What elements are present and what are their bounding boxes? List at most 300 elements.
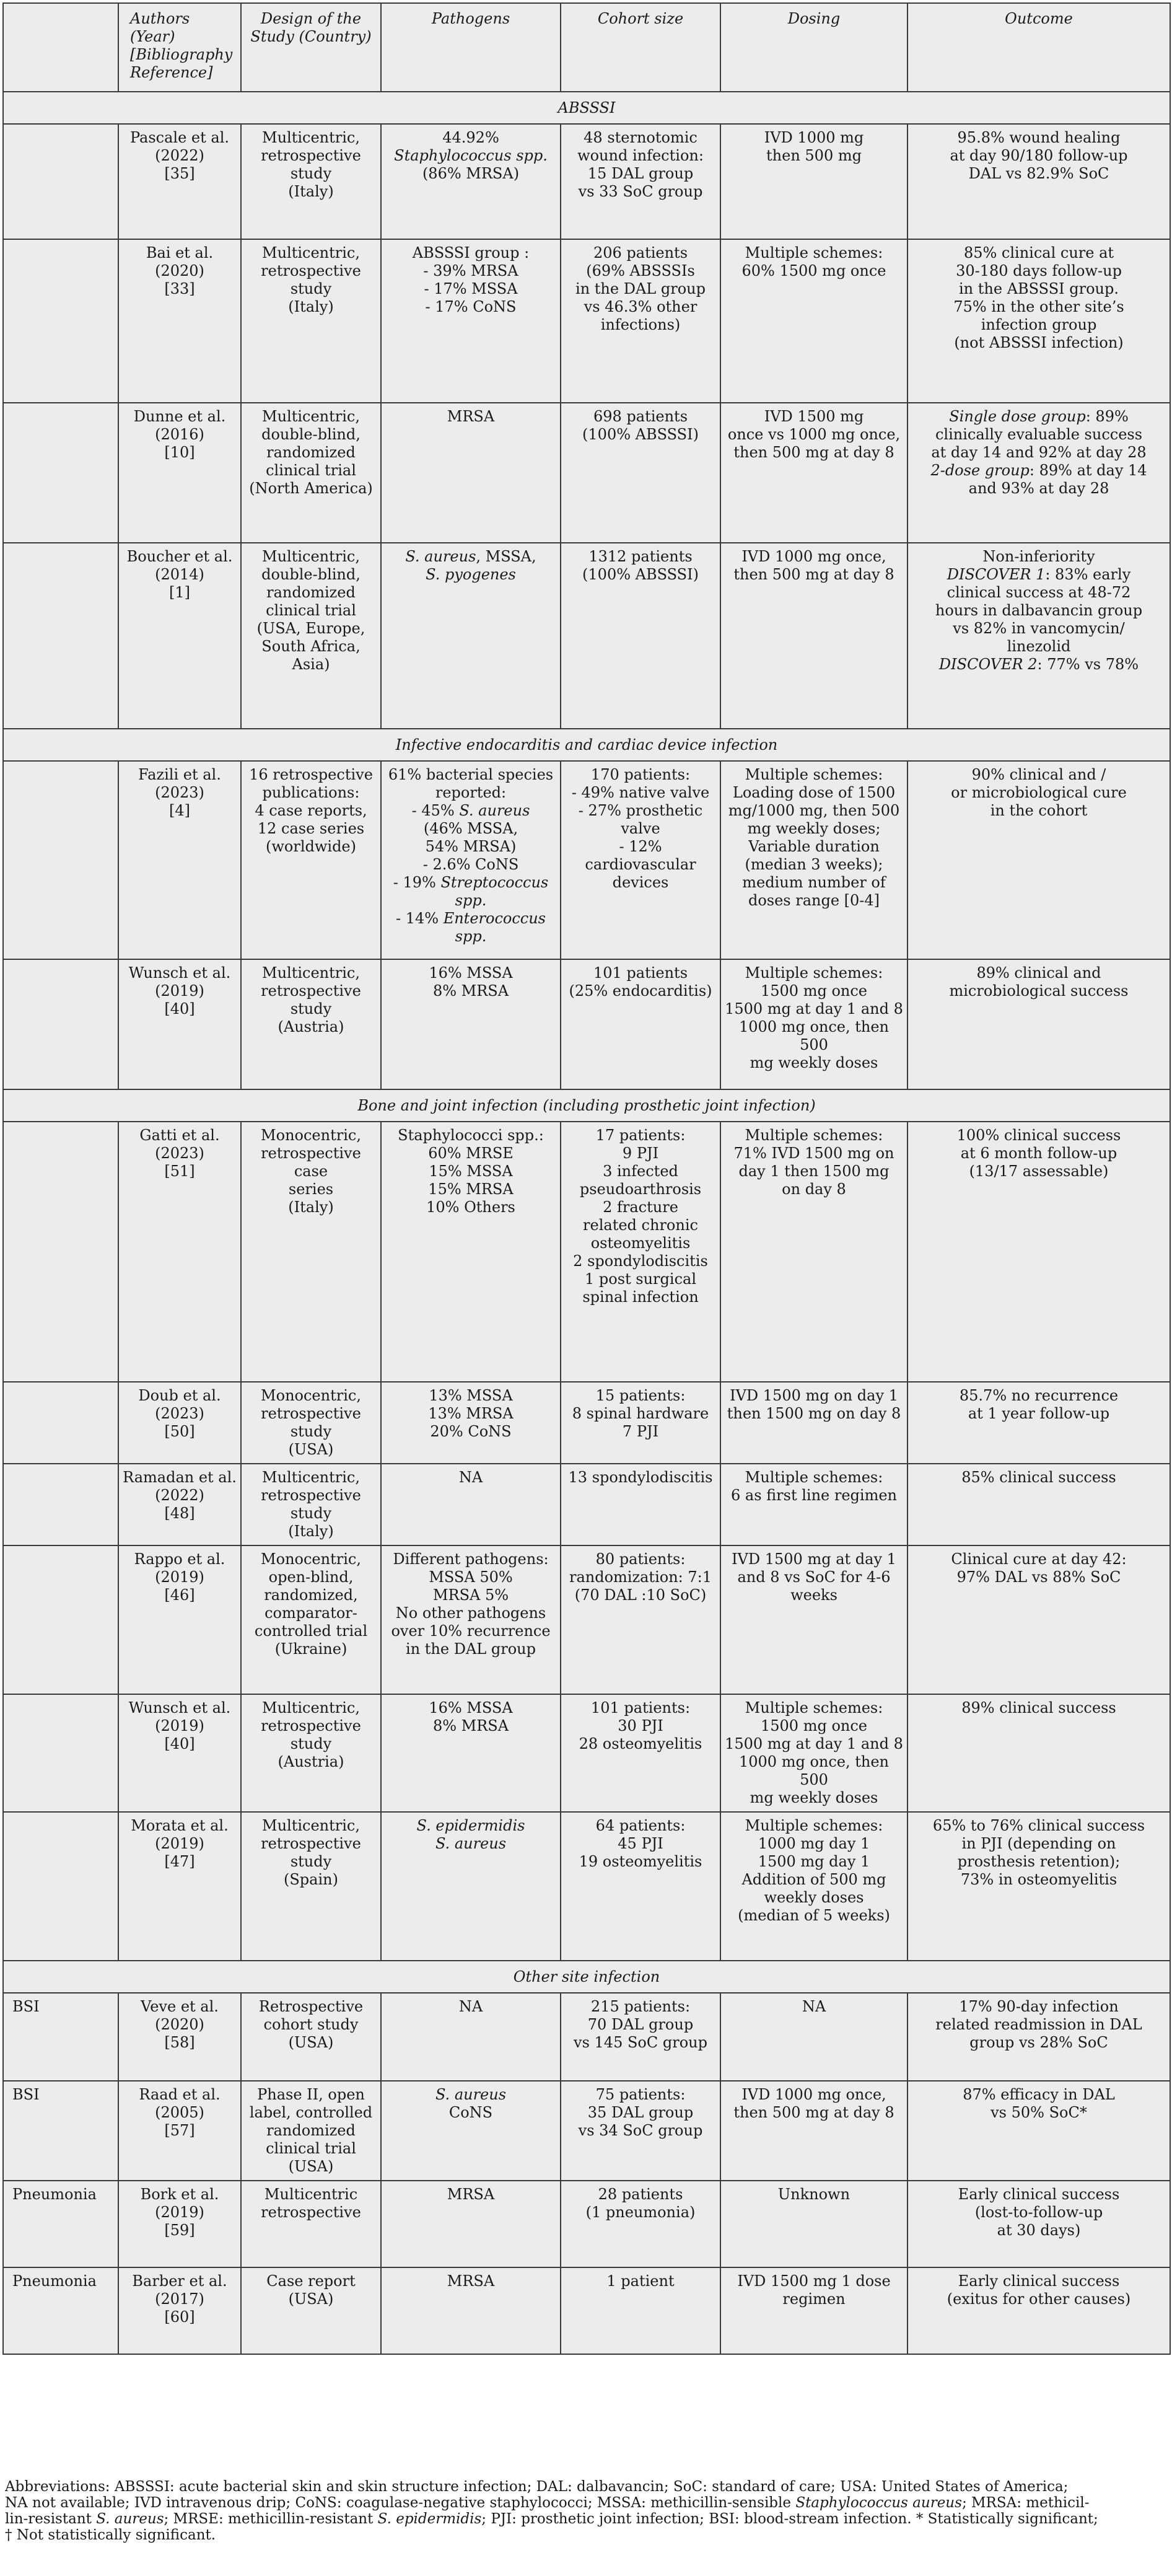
cell-pathogens — [381, 239, 561, 403]
cell-line: double-blind, — [261, 426, 361, 443]
cell-site — [3, 959, 118, 1089]
cell-text: Staphylococcus spp. — [394, 147, 548, 164]
cell-line: 7 PJI — [622, 1423, 659, 1440]
cell-line: [48] — [164, 1505, 195, 1522]
cell-line: MRSA — [447, 2186, 495, 2203]
cell-outcome — [907, 1694, 1170, 1812]
cell-line: (2014) — [155, 566, 204, 583]
cell-line: 1 patient — [606, 2272, 675, 2290]
cell-line: (2019) — [155, 1835, 204, 1852]
cell-line: retrospective — [261, 262, 361, 279]
cell-line: related readmission in DAL — [935, 2016, 1142, 2033]
cell-design — [241, 543, 381, 729]
cell-site: Pneumonia — [3, 2267, 118, 2354]
cell-line: [47] — [164, 1853, 195, 1870]
cell-line: clinical trial — [266, 462, 356, 479]
cell-line: wound infection: — [577, 147, 704, 164]
cell-line: doses range [0-4] — [748, 892, 880, 909]
cell-line: (USA, Europe, — [256, 620, 365, 637]
cell-line: hours in dalbavancin group — [935, 602, 1143, 619]
section-title: Infective endocarditis and cardiac device infection — [3, 729, 1170, 761]
cell-line: medium number of — [742, 874, 886, 891]
cell-site — [3, 1122, 118, 1382]
cell-line: study — [290, 280, 332, 297]
header-outcome: Outcome — [907, 3, 1170, 92]
cell-line: 89% clinical and — [976, 964, 1101, 982]
footnotes — [5, 2479, 1167, 2543]
studies-table — [2, 2, 1171, 2355]
cell-line: at 1 year follow-up — [968, 1405, 1110, 1422]
cell-line: 15 DAL group — [587, 165, 694, 182]
cell-line: (Austria) — [278, 1018, 344, 1035]
cell-dosing — [720, 2081, 907, 2181]
cell-line: 54% MRSA) — [425, 838, 517, 855]
table-row — [3, 761, 1170, 959]
cell-pathogens — [381, 2267, 561, 2354]
cell-design — [241, 239, 381, 403]
cell-line: Multiple schemes: — [745, 766, 883, 783]
cell-line: MRSA 5% — [432, 1586, 509, 1604]
cell-line: Single dose group: 89% — [949, 408, 1129, 425]
cell-line: regimen — [782, 2290, 846, 2308]
cell-outcome — [907, 2267, 1170, 2354]
cell-line: cohort study — [263, 2016, 359, 2033]
cell-line: controlled trial — [254, 1622, 368, 1640]
cell-line: Multiple schemes: — [745, 1817, 883, 1834]
cell-line: 8 spinal hardware — [572, 1405, 709, 1422]
cell-line: vs 145 SoC group — [574, 2034, 707, 2051]
cell-line: osteomyelitis — [590, 1234, 691, 1252]
cell-pathogens — [381, 1382, 561, 1464]
cell-line: randomized, — [264, 1586, 358, 1604]
cell-line: - 17% CoNS — [425, 298, 517, 315]
cell-line: (median of 5 weeks) — [738, 1907, 890, 1924]
cell-pathogens — [381, 2081, 561, 2181]
cell-line: [10] — [164, 444, 195, 461]
cell-line: 9 PJI — [622, 1145, 659, 1162]
cell-line: (exitus for other causes) — [947, 2290, 1131, 2308]
cell-line: Monocentric, — [261, 1127, 361, 1144]
cell-line: 89% clinical success — [961, 1699, 1116, 1717]
cell-line: 1500 mg at day 1 and 8 — [725, 1000, 903, 1018]
cell-line: 85% clinical success — [961, 1469, 1116, 1486]
cell-line: (Italy) — [288, 1198, 334, 1216]
cell-authors — [118, 1382, 241, 1464]
cell-line: (2019) — [155, 2204, 204, 2221]
cell-cohort — [561, 1694, 720, 1812]
cell-line: (Italy) — [288, 298, 334, 315]
cell-line: Variable duration — [748, 838, 880, 855]
cell-site — [3, 761, 118, 959]
cell-line: 64 patients: — [595, 1817, 686, 1834]
cell-line: Ramadan et al. — [123, 1469, 237, 1486]
cell-line: double-blind, — [261, 566, 361, 583]
cell-line: (North America) — [249, 480, 373, 497]
cell-outcome — [907, 1382, 1170, 1464]
cell-line: Doub et al. — [138, 1387, 221, 1404]
cell-line: DAL vs 82.9% SoC — [968, 165, 1109, 182]
cell-dosing — [720, 403, 907, 543]
cell-line: Multicentric, — [262, 1469, 360, 1486]
cell-line: on day 8 — [782, 1180, 846, 1198]
cell-line: retrospective — [261, 2204, 361, 2221]
cell-line: S. pyogenes — [426, 566, 516, 583]
cell-line: Veve et al. — [141, 1998, 219, 2015]
cell-line: 1000 mg day 1 — [758, 1835, 870, 1852]
cell-line: 60% 1500 mg once — [741, 262, 886, 279]
cell-design — [241, 1694, 381, 1812]
cell-line: (Ukraine) — [274, 1640, 348, 1658]
cell-cohort — [561, 543, 720, 729]
cell-dosing — [720, 543, 907, 729]
cell-line: once vs 1000 mg once, — [727, 426, 901, 443]
cell-line: pseudoarthrosis — [579, 1180, 702, 1198]
section-title: Other site infection — [3, 1961, 1170, 1993]
table-row — [3, 1122, 1170, 1382]
cell-line: Pascale et al. — [129, 129, 230, 146]
cell-line: Boucher et al. — [126, 548, 233, 565]
cell-line: (not ABSSSI infection) — [954, 334, 1124, 351]
cell-line: (100% ABSSSI) — [582, 426, 699, 443]
cell-line: (25% endocarditis) — [569, 982, 712, 1000]
cell-line: publications: — [262, 784, 360, 801]
cell-line: Raad et al. — [139, 2086, 221, 2103]
cell-line: open-blind, — [268, 1568, 354, 1586]
cell-line: Rappo et al. — [134, 1550, 225, 1568]
cell-pathogens — [381, 1812, 561, 1961]
cell-design — [241, 403, 381, 543]
cell-line: weeks — [790, 1586, 837, 1604]
cell-line: spinal infection — [582, 1288, 699, 1306]
cell-line: then 1500 mg on day 8 — [727, 1405, 901, 1422]
cell-dosing — [720, 1464, 907, 1545]
cell-line: Monocentric, — [261, 1387, 361, 1404]
footnote-line: lin-resistant S. aureus; MRSE: methicillin-resistant S. epidermidis; PJI: prosthetic joint infection; BSI: blood-stream infection. * Statistically significant; — [5, 2511, 1098, 2527]
cell-authors — [118, 1993, 241, 2081]
cell-design — [241, 1382, 381, 1464]
cell-line: [33] — [164, 280, 195, 297]
cell-line: [57] — [164, 2122, 195, 2139]
cell-design — [241, 124, 381, 239]
cell-line: Dunne et al. — [133, 408, 226, 425]
cell-line: 1500 mg once — [760, 1717, 867, 1734]
cell-line: MRSA — [447, 408, 495, 425]
cell-dosing — [720, 1694, 907, 1812]
cell-line: [4] — [169, 802, 190, 819]
cell-line: IVD 1000 mg once, — [741, 2086, 886, 2103]
cell-line: in the cohort — [990, 802, 1088, 819]
cell-outcome — [907, 1464, 1170, 1545]
cell-line: [51] — [164, 1163, 195, 1180]
cell-line: at 6 month follow-up — [960, 1145, 1117, 1162]
cell-pathogens — [381, 543, 561, 729]
cell-design — [241, 959, 381, 1089]
cell-line: 16 retrospective — [249, 766, 373, 783]
header-cohort: Cohort size — [561, 3, 720, 92]
cell-authors — [118, 1812, 241, 1961]
cell-line: 1 post surgical — [584, 1270, 696, 1288]
cell-site — [3, 1382, 118, 1464]
cell-line: 13% MRSA — [428, 1405, 514, 1422]
cell-authors — [118, 1464, 241, 1545]
cell-line: 10% Others — [426, 1198, 515, 1216]
cell-line: clinical trial — [266, 602, 356, 619]
cell-design — [241, 2081, 381, 2181]
cell-line: S. aureus — [435, 1835, 507, 1852]
header-dosing: Dosing — [720, 3, 907, 92]
cell-cohort — [561, 1812, 720, 1961]
cell-line: 60% MRSE — [428, 1145, 514, 1162]
cell-design — [241, 761, 381, 959]
cell-cohort — [561, 761, 720, 959]
cell-authors — [118, 403, 241, 543]
cell-line: (Italy) — [288, 183, 334, 200]
table-row — [3, 1464, 1170, 1545]
cell-outcome — [907, 403, 1170, 543]
cell-line: No other pathogens — [395, 1604, 546, 1622]
cell-line: 28 patients — [598, 2186, 683, 2203]
cell-dosing — [720, 2181, 907, 2267]
cell-line: (lost-to-follow-up — [974, 2204, 1103, 2221]
cell-line: 6 as first line regimen — [731, 1487, 897, 1504]
cell-line: IVD 1000 mg — [764, 129, 864, 146]
cell-line: 2-dose group: 89% at day 14 — [930, 462, 1147, 479]
cell-pathogens — [381, 1993, 561, 2081]
cell-design — [241, 1464, 381, 1545]
cell-line: IVD 1500 mg — [764, 408, 864, 425]
cell-line: South Africa, Asia) — [261, 638, 361, 673]
cell-line: 75% in the other site’s — [953, 298, 1124, 315]
cell-line: - 49% native valve — [571, 784, 710, 801]
cell-line: mg/1000 mg, then 500 — [728, 802, 900, 819]
table-row — [3, 1993, 1170, 2081]
cell-line: 90% clinical and / — [971, 766, 1106, 783]
cell-line: 13 spondylodiscitis — [568, 1469, 713, 1486]
cell-line: 15% MRSA — [428, 1180, 514, 1198]
cell-line: [59] — [164, 2222, 195, 2239]
cell-cohort — [561, 959, 720, 1089]
cell-authors — [118, 1694, 241, 1812]
table-row — [3, 1545, 1170, 1694]
cell-authors — [118, 959, 241, 1089]
cell-line: 61% bacterial species — [388, 766, 554, 783]
cell-line: (2019) — [155, 1717, 204, 1734]
cell-line: (70 DAL :10 SoC) — [574, 1586, 707, 1604]
table-row — [3, 959, 1170, 1089]
cell-line: 97% DAL vs 88% SoC — [956, 1568, 1121, 1586]
cell-cohort — [561, 239, 720, 403]
cell-line: Bai et al. — [146, 244, 214, 262]
cell-line: retrospective study — [261, 1487, 361, 1522]
cell-site — [3, 1812, 118, 1961]
cell-line: NA — [458, 1469, 483, 1486]
cell-line: Gatti et al. — [139, 1127, 220, 1144]
cell-authors — [118, 239, 241, 403]
cell-line: 71% IVD 1500 mg on — [733, 1145, 894, 1162]
cell-site — [3, 1694, 118, 1812]
cell-line: and 8 vs SoC for 4-6 — [737, 1568, 891, 1586]
cell-line: then 500 mg — [766, 147, 862, 164]
footnote-line: Abbreviations: ABSSSI: acute bacterial skin and skin structure infection; DAL: dalbavancin; SoC: standard of care; USA: United States of America; — [5, 2479, 1069, 2495]
cell-line: prosthesis retention); — [957, 1853, 1121, 1870]
cell-outcome — [907, 959, 1170, 1089]
cell-line: 85% clinical cure at — [963, 244, 1114, 262]
cell-line: 17% 90-day infection — [959, 1998, 1119, 2015]
cell-line: and 93% at day 28 — [968, 480, 1109, 497]
cell-line: in PJI (depending on — [961, 1835, 1116, 1852]
cell-line: Multicentric, — [262, 548, 360, 565]
cell-site — [3, 1464, 118, 1545]
cell-line: infections) — [600, 316, 681, 333]
cell-authors — [118, 543, 241, 729]
cell-line: vs 33 SoC group — [578, 183, 703, 200]
cell-line: Multicentric, — [262, 244, 360, 262]
cell-line: infection group — [981, 316, 1097, 333]
cell-design — [241, 2267, 381, 2354]
cell-dosing — [720, 1545, 907, 1694]
cell-line: Multicentric, — [262, 129, 360, 146]
cell-line: - 39% MRSA — [423, 262, 518, 279]
cell-line: S. aureus, MSSA, — [405, 548, 536, 565]
cell-design — [241, 1993, 381, 2081]
cell-line: DISCOVER 2: 77% vs 78% — [938, 656, 1139, 673]
cell-site — [3, 1545, 118, 1694]
cell-line: IVD 1500 mg on day 1 — [730, 1387, 898, 1404]
cell-line: 170 patients: — [590, 766, 691, 783]
cell-line: Multicentric — [264, 2186, 358, 2203]
cell-line: at 30 days) — [997, 2222, 1081, 2239]
footnote-line: † Not statistically significant. — [5, 2527, 216, 2543]
cell-line: 15% MSSA — [429, 1163, 513, 1180]
cell-line: retrospective study — [261, 1405, 361, 1440]
cell-design — [241, 1812, 381, 1961]
cell-outcome — [907, 239, 1170, 403]
cell-cohort — [561, 1122, 720, 1382]
cell-site — [3, 124, 118, 239]
table-row — [3, 543, 1170, 729]
cell-line: 48 sternotomic — [584, 129, 698, 146]
cell-outcome — [907, 1812, 1170, 1961]
cell-line: S. aureus — [435, 2086, 507, 2103]
cell-line: 16% MSSA — [429, 1699, 513, 1717]
cell-line: 95.8% wound healing — [957, 129, 1121, 146]
cell-line: weekly doses — [764, 1889, 864, 1906]
cell-line: (2017) — [155, 2290, 204, 2308]
cell-line: 73% in osteomyelitis — [960, 1871, 1117, 1888]
cell-outcome — [907, 1122, 1170, 1382]
cell-line: Multicentric, — [262, 408, 360, 425]
cell-line: 13% MSSA — [429, 1387, 513, 1404]
cell-line: [35] — [164, 165, 195, 182]
cell-line: 215 patients: — [590, 1998, 691, 2015]
cell-outcome — [907, 124, 1170, 239]
cell-line: (2016) — [155, 426, 204, 443]
cell-line: 16% MSSA — [429, 964, 513, 982]
cell-cohort — [561, 124, 720, 239]
cell-dosing — [720, 1812, 907, 1961]
cell-line: over 10% recurrence — [391, 1622, 551, 1640]
cell-line: retrospective — [261, 147, 361, 164]
table-row — [3, 239, 1170, 403]
cell-outcome — [907, 2181, 1170, 2267]
cell-outcome — [907, 1993, 1170, 2081]
cell-site: Pneumonia — [3, 2181, 118, 2267]
cell-pathogens — [381, 959, 561, 1089]
cell-line: in the DAL group — [575, 280, 706, 297]
cell-line: Fazili et al. — [138, 766, 221, 783]
cell-line: label, controlled — [249, 2104, 373, 2121]
cell-line: series — [288, 1180, 334, 1198]
cell-dosing — [720, 239, 907, 403]
cell-line: related chronic — [583, 1216, 698, 1234]
cell-line: 206 patients — [593, 244, 688, 262]
cell-line: (USA) — [288, 2290, 334, 2308]
cell-line: Staphylococci spp.: — [398, 1127, 544, 1144]
cell-line: Barber et al. — [132, 2272, 227, 2290]
cell-site — [3, 239, 118, 403]
cell-line: mg weekly doses; — [747, 820, 881, 837]
cell-line: 1000 mg once, then 500 — [738, 1753, 890, 1788]
cell-cohort — [561, 403, 720, 543]
cell-line: MRSA — [447, 2272, 495, 2290]
cell-line: (2019) — [155, 1568, 204, 1586]
table-row — [3, 1694, 1170, 1812]
table-row — [3, 2267, 1170, 2354]
cell-line: [58] — [164, 2034, 195, 2051]
cell-authors — [118, 761, 241, 959]
cell-line: 87% efficacy in DAL — [963, 2086, 1115, 2103]
cell-pathogens — [381, 124, 561, 239]
cell-line: retrospective study — [261, 1717, 361, 1752]
cell-line: clinical success at 48-72 — [947, 584, 1131, 601]
cell-line: - 14% Enterococcus spp. — [395, 910, 546, 945]
cell-site: BSI — [3, 1993, 118, 2081]
cell-line: Wunsch et al. — [128, 1699, 231, 1717]
cell-line: S. epidermidis — [416, 1817, 525, 1834]
cell-line: Unknown — [777, 2186, 851, 2203]
footnote-line: NA not available; IVD intravenous drip; CoNS: coagulase-negative staphylococci; MSSA: methicillin-sensible Staphylococcus aureus; MRSA: methicil- — [5, 2495, 1090, 2511]
cell-line — [385, 129, 556, 183]
cell-design — [241, 1122, 381, 1382]
table-row — [3, 1812, 1170, 1961]
cell-line: CoNS — [448, 2104, 493, 2121]
cell-line: devices — [612, 874, 669, 891]
cell-line: (2022) — [155, 147, 204, 164]
cell-line: IVD 1500 mg at day 1 — [732, 1550, 896, 1568]
cell-line: 1500 mg day 1 — [758, 1853, 870, 1870]
cell-line: - 2.6% CoNS — [422, 856, 519, 873]
cell-line: 1500 mg once — [760, 982, 867, 1000]
cell-line: 15 patients: — [595, 1387, 686, 1404]
cell-line: retrospective study — [261, 1835, 361, 1870]
cell-line: DISCOVER 1: 83% early — [947, 566, 1131, 583]
cell-line: 698 patients — [593, 408, 688, 425]
cell-line: 17 patients: — [595, 1127, 686, 1144]
cell-line: Multiple schemes: — [745, 1469, 883, 1486]
cell-dosing — [720, 1993, 907, 2081]
cell-line: (Austria) — [278, 1753, 344, 1770]
cell-line: Multiple schemes: — [745, 964, 883, 982]
cell-line: [40] — [164, 1000, 195, 1018]
cell-line: (1 pneumonia) — [585, 2204, 696, 2221]
cell-site — [3, 543, 118, 729]
cell-cohort — [561, 2181, 720, 2267]
cell-line: IVD 1500 mg 1 dose — [737, 2272, 891, 2290]
cell-line: vs 46.3% other — [584, 298, 698, 315]
cell-line: valve — [621, 820, 660, 837]
cell-line: - 17% MSSA — [424, 280, 518, 297]
cell-line: (Spain) — [284, 1871, 338, 1888]
